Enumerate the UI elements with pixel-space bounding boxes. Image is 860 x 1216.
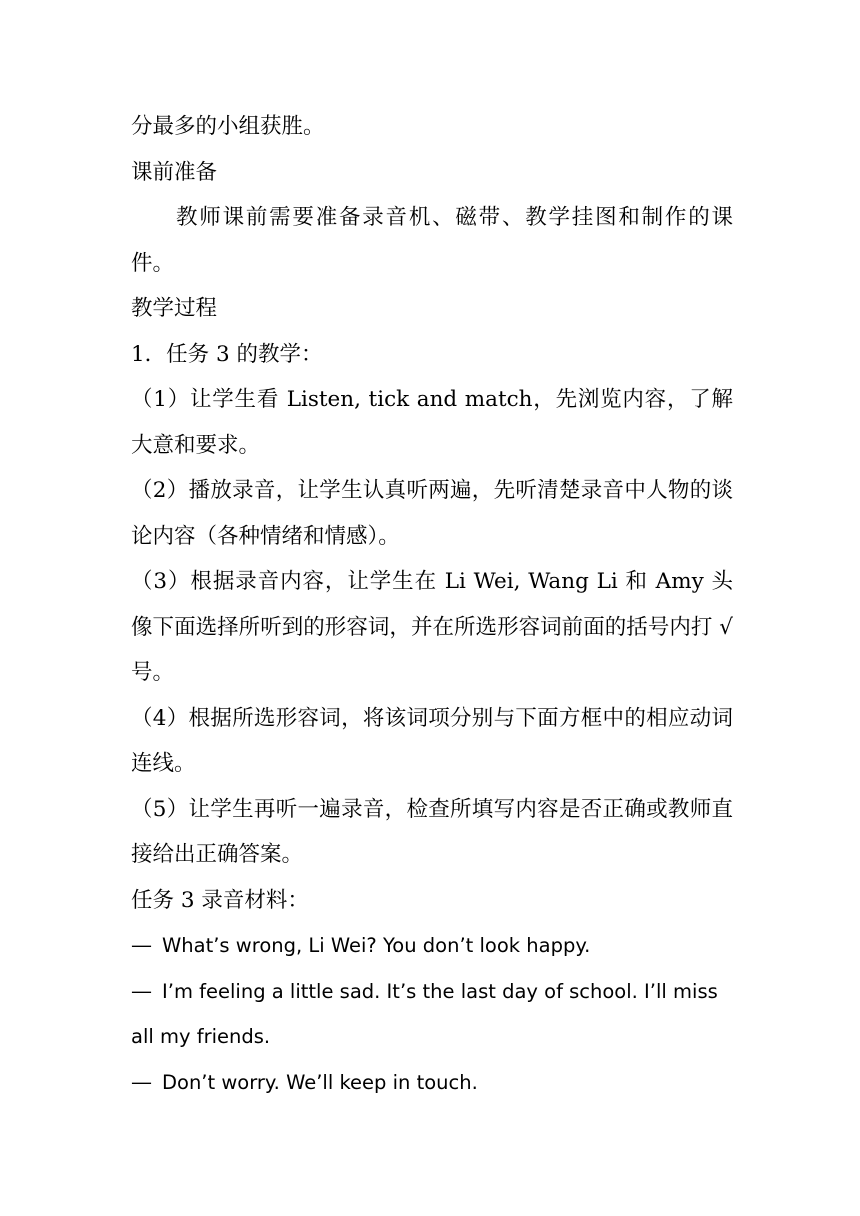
dialog-dash: — (131, 933, 152, 957)
task-heading: 1．任务 3 的教学： (131, 341, 323, 367)
section-heading-process: 教学过程 (131, 296, 218, 321)
dialog-dash: — (131, 978, 152, 1003)
dialog-text: I’m feeling a little sad. It’s the last day of school. I’ll miss all my friends. (131, 979, 718, 1048)
step-3: （3）根据录音内容，让学生在 Li Wei, Wang Li 和 Amy 头像下面选择所听到的形容词，并在所选形容词前面的括号内打 √ 号。 (131, 569, 733, 685)
material-heading: 任务 3 录音材料： (131, 887, 309, 913)
dialog-text: Don’t worry. We’ll keep in touch. (162, 1070, 478, 1094)
dialog-dash: — (131, 1069, 152, 1094)
dialog-line-3 (131, 1060, 733, 1106)
step-4: （4）根据所选形容词，将该词项分别与下面方框中的相应动词连线。 (131, 705, 733, 776)
dialog-text: What’s wrong, Li Wei? You don’t look happy. (162, 934, 591, 957)
step-2: （2）播放录音，让学生认真听两遍，先听清楚录音中人物的谈论内容（各种情绪和情感）。 (131, 478, 733, 549)
dialog-line-1 (131, 923, 733, 969)
document-page (131, 104, 733, 1105)
preparation-paragraph: 教师课前需要准备录音机、磁带、教学挂图和制作的课件。 (131, 205, 733, 276)
dialog-line-2 (131, 969, 733, 1060)
step-1: （1）让学生看 Listen, tick and match，先浏览内容，了解大意和要求。 (131, 387, 733, 458)
step-5: （5）让学生再听一遍录音，检查所填写内容是否正确或教师直接给出正确答案。 (131, 796, 733, 867)
intro-tail-text: 分最多的小组获胜。 (131, 114, 325, 139)
section-heading-preparation: 课前准备 (131, 159, 218, 185)
